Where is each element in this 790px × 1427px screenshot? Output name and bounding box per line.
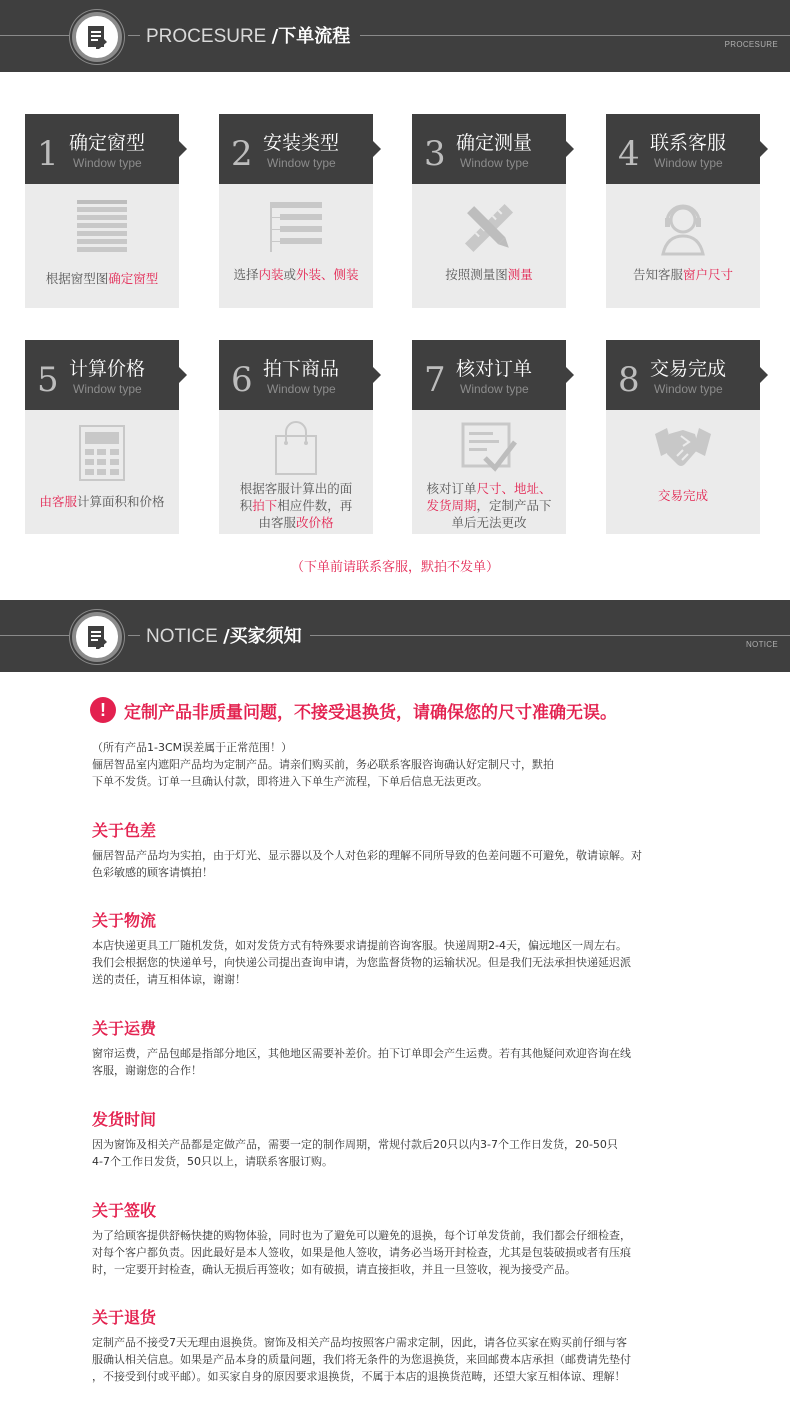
section-title-logistics: 关于物流 bbox=[92, 911, 157, 930]
step-number: 1 bbox=[37, 134, 59, 174]
section-title-color-difference: 关于色差 bbox=[92, 821, 157, 840]
step-card-3 bbox=[412, 114, 566, 308]
section-title-delivery-time: 发货时间 bbox=[92, 1110, 157, 1129]
step-number: 8 bbox=[618, 360, 640, 400]
step-header bbox=[219, 114, 373, 184]
step-title: 安装类型 bbox=[263, 132, 340, 154]
step-number: 7 bbox=[424, 360, 446, 400]
step-description: 交易完成 bbox=[657, 488, 708, 503]
section-body-signing: 为了给顾客提供舒畅快捷的购物体验，同时也为了避免可以避免的退换，每个订单发货前，我们都会仔细检查， 对每个客户都负责。因此最好是本人签收，如果是他人签收，请务必当场开封检查，尤其是包装破损或者有压痕 时，一定要开封检查，确认无损后再签收；如有破损，请直接拒收，并且一旦签收，视为接受产品。 bbox=[92, 1229, 631, 1276]
document-icon bbox=[72, 612, 122, 662]
step-description: 选择内装或外装、侧装 bbox=[233, 267, 359, 282]
order-hint: （下单前请联系客服，默拍不发单） bbox=[290, 560, 499, 575]
banner-divider-right bbox=[310, 635, 790, 636]
step-title: 核对订单 bbox=[456, 358, 533, 380]
banner-divider-mid bbox=[128, 635, 140, 636]
warning-alert bbox=[90, 697, 617, 723]
banner-divider-left bbox=[0, 35, 72, 36]
warning-text: 定制产品非质量问题，不接受退换货，请确保您的尺寸准确无误。 bbox=[124, 702, 617, 723]
step-card-6 bbox=[219, 340, 373, 534]
blinds-icon bbox=[72, 198, 132, 258]
step-subtitle: Window type bbox=[267, 156, 336, 170]
document-icon bbox=[72, 12, 122, 62]
process-title: PROCESURE /下单流程 bbox=[146, 26, 351, 47]
step-description: 按照测量图测量 bbox=[445, 267, 533, 282]
step-card-2 bbox=[219, 114, 373, 308]
step-number: 6 bbox=[231, 360, 253, 400]
shopping-bag-icon bbox=[266, 418, 326, 478]
step-title: 拍下商品 bbox=[263, 358, 340, 380]
step-subtitle: Window type bbox=[73, 382, 142, 396]
banner-divider-left bbox=[0, 635, 72, 636]
step-description: 根据客服计算出的面 积拍下相应件数，再 由客服改价格 bbox=[239, 481, 353, 530]
step-card-8 bbox=[606, 340, 760, 534]
section-body-delivery-time: 因为窗饰及相关产品都是定做产品，需要一定的制作周期，常规付款后20只以内3-7个工作日发货，20-50只 4-7个工作日发货，50只以上，请联系客服订购。 bbox=[92, 1138, 618, 1168]
install-list-icon bbox=[266, 198, 326, 258]
step-title: 确定窗型 bbox=[69, 132, 146, 154]
section-body-logistics: 本店快递更具工厂随机发货，如对发货方式有特殊要求请提前咨询客服。快递周期2-4天，偏远地区一周左右。 我们会根据您的快递单号，向快递公司提出查询申请，为您监督货物的运输状况。但是我们无法承担快递延迟派 送的责任，请互相体谅，谢谢！ bbox=[92, 939, 631, 986]
section-body-returns: 定制产品不接受7天无理由退换货。窗饰及相关产品均按照客户需求定制，因此，请各位买家在购买前仔细与客 服确认相关信息。如果是产品本身的质量问题，我们将无条件的为您退换货，来回邮费本店承担（邮费请先垫付 ，不接受到付或平邮）。如买家自身的原因要求退换货，不属于本店的退换货范畴，还望大家互相体谅、理解！ bbox=[92, 1336, 631, 1383]
calculator-icon bbox=[72, 424, 132, 484]
step-number: 3 bbox=[424, 134, 446, 174]
section-title-shipping-fee: 关于运费 bbox=[92, 1019, 157, 1038]
banner-divider-right bbox=[360, 35, 790, 36]
exclamation-icon: ! bbox=[90, 697, 116, 723]
ruler-pencil-icon bbox=[459, 198, 519, 258]
step-card-4 bbox=[606, 114, 760, 308]
intro-paragraph: （所有产品1-3CM误差属于正常范围！） 俪居智品室内遮阳产品均为定制产品。请亲们购买前，务必联系客服咨询确认好定制尺寸，默拍 下单不发货。订单一旦确认付款，即将进入下单生产流程，下单后信息无法更改。 bbox=[92, 741, 554, 788]
step-subtitle: Window type bbox=[460, 156, 529, 170]
notice-title: NOTICE /买家须知 bbox=[146, 626, 302, 647]
headset-agent-icon bbox=[653, 198, 713, 258]
step-number: 4 bbox=[618, 134, 640, 174]
process-banner bbox=[0, 0, 790, 72]
notice-small-label: NOTICE bbox=[745, 640, 778, 649]
step-subtitle: Window type bbox=[654, 156, 723, 170]
step-title: 交易完成 bbox=[650, 358, 727, 380]
banner-divider-mid bbox=[128, 35, 140, 36]
step-card-7 bbox=[412, 340, 566, 534]
step-subtitle: Window type bbox=[267, 382, 336, 396]
step-title: 确定测量 bbox=[456, 132, 533, 154]
step-number: 5 bbox=[37, 360, 59, 400]
step-card-1 bbox=[25, 114, 179, 308]
notice-banner bbox=[0, 600, 790, 672]
section-title-signing: 关于签收 bbox=[92, 1201, 157, 1220]
step-header bbox=[412, 340, 566, 410]
step-header bbox=[606, 114, 760, 184]
step-header bbox=[412, 114, 566, 184]
step-header bbox=[25, 340, 179, 410]
step-subtitle: Window type bbox=[73, 156, 142, 170]
step-header bbox=[25, 114, 179, 184]
process-small-label: PROCESURE bbox=[724, 40, 778, 49]
step-description: 根据窗型图确定窗型 bbox=[45, 271, 159, 286]
step-description: 由客服计算面积和价格 bbox=[39, 494, 165, 509]
section-body-shipping-fee: 窗帘运费，产品包邮是指部分地区，其他地区需要补差价。拍下订单即会产生运费。若有其他疑问欢迎咨询在线 客服，谢谢您的合作！ bbox=[92, 1047, 631, 1077]
step-title: 计算价格 bbox=[69, 358, 146, 380]
handshake-icon bbox=[653, 420, 713, 480]
step-card-5 bbox=[25, 340, 179, 534]
section-body-color-difference: 俪居智品产品均为实拍，由于灯光、显示器以及个人对色彩的理解不同所导致的色差问题不可避免，敬请谅解。对 色彩敏感的顾客请慎拍！ bbox=[92, 849, 642, 879]
step-title: 联系客服 bbox=[650, 132, 727, 154]
step-header bbox=[606, 340, 760, 410]
step-subtitle: Window type bbox=[654, 382, 723, 396]
step-subtitle: Window type bbox=[460, 382, 529, 396]
step-description: 告知客服窗户尺寸 bbox=[632, 267, 734, 282]
step-number: 2 bbox=[231, 134, 253, 174]
step-header bbox=[219, 340, 373, 410]
section-title-returns: 关于退货 bbox=[92, 1308, 157, 1327]
step-description: 核对订单尺寸、地址、 发货周期，定制产品下 单后无法更改 bbox=[426, 481, 552, 530]
order-check-icon bbox=[459, 420, 519, 480]
